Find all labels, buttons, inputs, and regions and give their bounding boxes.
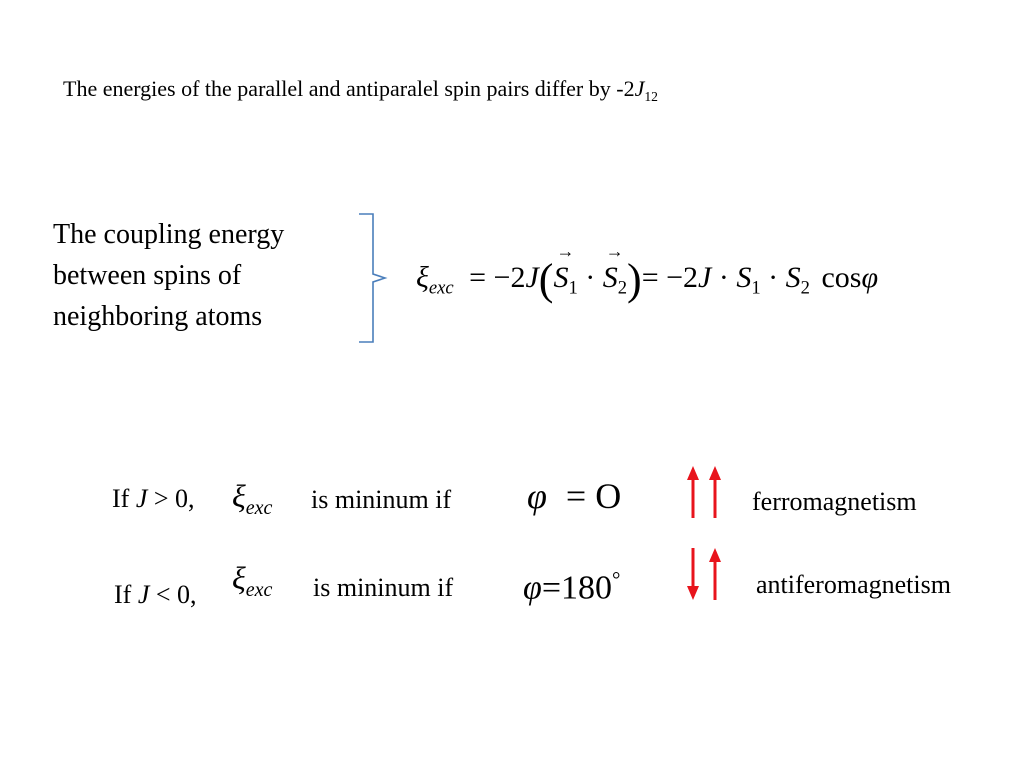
j-symbol-1: J	[525, 261, 539, 294]
coupling-line-2: between spins of	[53, 260, 242, 291]
ferromagnetism-label: ferromagnetism	[752, 487, 917, 516]
antiferromagnetism-label: antiferomagnetism	[756, 570, 951, 599]
condition-ferro-xi	[232, 478, 272, 520]
phi-value: = O	[565, 476, 622, 516]
phi-value: =180	[541, 569, 612, 607]
s2-scalar: S	[785, 261, 801, 294]
xi-subscript: exc	[245, 579, 273, 601]
cos-function: cos	[821, 261, 862, 294]
s1-scalar-subscript: 1	[751, 277, 761, 299]
s2-vector: → S	[603, 261, 618, 295]
coupling-line-1: The coupling energy	[53, 219, 285, 250]
dot-2: ·	[718, 261, 729, 294]
condition-ferro-text: is mininum if	[311, 485, 452, 514]
condition-ferro-if	[112, 484, 195, 514]
exchange-symbol: J	[634, 76, 645, 101]
phi-symbol: φ	[527, 476, 547, 516]
condition-antiferro-text: is mininum if	[313, 573, 454, 602]
if-text: If	[112, 484, 130, 513]
right-brace-icon	[355, 212, 395, 344]
s1-subscript: 1	[568, 277, 578, 299]
xi-subscript: exc	[428, 277, 454, 299]
phi-symbol: φ	[861, 261, 879, 294]
coupling-line-3: neighboring atoms	[53, 301, 263, 332]
parallel-spins-icon	[682, 464, 726, 520]
relation-text: < 0,	[155, 580, 197, 609]
coupling-description	[53, 214, 284, 337]
condition-ferro-phi	[527, 475, 621, 517]
xi-symbol: ξ	[416, 261, 429, 294]
exchange-energy-formula	[416, 254, 878, 305]
s2-scalar-subscript: 2	[800, 277, 810, 299]
equals-minus-two-1: = −2	[469, 261, 526, 294]
if-text: If	[114, 580, 132, 609]
condition-antiferro-if	[114, 580, 197, 610]
j-symbol-2: J	[698, 261, 712, 294]
degree-symbol: °	[612, 567, 621, 591]
s1-vector: → S	[553, 261, 568, 295]
equals-minus-two-2: = −2	[641, 261, 699, 294]
energy-difference-statement	[63, 76, 658, 105]
exchange-subscript: 12	[644, 88, 658, 104]
statement-text: The energies of the parallel and antiparalel spin pairs differ by -2	[63, 76, 635, 101]
xi-symbol: ξ	[232, 560, 246, 596]
dot-3: ·	[768, 261, 779, 294]
j-symbol: J	[137, 580, 150, 609]
phi-symbol: φ	[523, 569, 542, 607]
xi-symbol: ξ	[232, 478, 246, 514]
relation-text: > 0,	[153, 484, 195, 513]
left-paren: (	[538, 255, 554, 304]
dot-1: ·	[585, 261, 596, 294]
condition-antiferro-xi	[232, 560, 272, 602]
xi-subscript: exc	[245, 497, 273, 519]
antiparallel-spins-icon	[682, 546, 726, 602]
right-paren: )	[627, 255, 642, 304]
j-symbol: J	[135, 484, 148, 513]
s2-subscript: 2	[617, 277, 628, 299]
s1-scalar: S	[736, 261, 752, 294]
condition-antiferro-phi	[523, 567, 620, 608]
